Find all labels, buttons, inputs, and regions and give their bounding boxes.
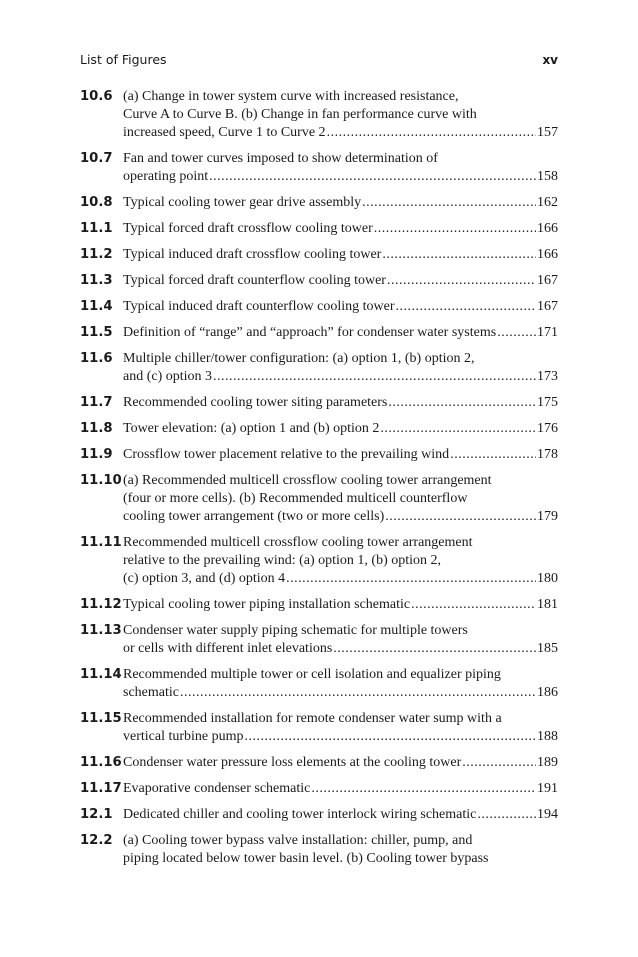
figure-caption	[123, 394, 558, 412]
caption-line: Condenser water supply piping schematic for multiple towers	[123, 623, 468, 638]
caption-last-line	[123, 298, 558, 316]
caption-last-line	[123, 684, 558, 702]
caption-last-line	[123, 420, 558, 438]
figure-number: 11.1	[80, 221, 113, 236]
dot-leader	[477, 806, 536, 824]
figure-caption	[123, 324, 558, 342]
caption-line: Tower elevation: (a) option 1 and (b) option 2	[123, 421, 380, 436]
figure-entry	[80, 666, 558, 702]
caption-last-line	[123, 194, 558, 212]
caption-line: Definition of “range” and “approach” for condenser water systems	[123, 325, 497, 340]
figure-entry	[80, 220, 558, 238]
figure-caption	[123, 220, 558, 238]
figure-page-number: 191	[537, 781, 558, 796]
figure-entry	[80, 272, 558, 290]
caption-line: schematic	[123, 685, 179, 700]
figure-number: 11.4	[80, 299, 113, 314]
caption-last-line	[123, 640, 558, 658]
dot-leader	[245, 728, 536, 746]
figure-number: 12.1	[80, 807, 113, 822]
dot-leader	[286, 570, 536, 588]
figure-number: 11.3	[80, 273, 113, 288]
caption-line: (a) Change in tower system curve with increased resistance,	[123, 89, 459, 104]
figure-entry	[80, 710, 558, 746]
figure-number: 11.16	[80, 755, 122, 770]
figure-caption	[123, 806, 558, 824]
caption-line: (a) Cooling tower bypass valve installation: chiller, pump, and	[123, 833, 473, 848]
figure-caption	[123, 622, 558, 658]
caption-last-line	[123, 324, 558, 342]
figure-entry	[80, 472, 558, 526]
caption-line: (a) Recommended multicell crossflow cooling tower arrangement	[123, 473, 492, 488]
caption-line: (four or more cells). (b) Recommended multicell counterflow	[123, 491, 468, 506]
figure-number: 10.7	[80, 151, 113, 166]
dot-leader	[213, 368, 536, 386]
caption-line: piping located below tower basin level. (b) Cooling tower bypass	[123, 851, 489, 866]
figure-caption	[123, 472, 558, 526]
dot-leader	[387, 272, 536, 290]
figure-entry	[80, 754, 558, 772]
figure-caption	[123, 596, 558, 614]
figure-entry	[80, 150, 558, 186]
figure-page-number: 186	[537, 685, 558, 700]
figure-entry	[80, 194, 558, 212]
figure-number: 11.15	[80, 711, 122, 726]
figure-entry	[80, 622, 558, 658]
caption-last-line	[123, 728, 558, 746]
caption-line: Multiple chiller/tower configuration: (a) option 1, (b) option 2,	[123, 351, 475, 366]
figure-page-number: 185	[537, 641, 558, 656]
figure-page-number: 176	[537, 421, 558, 436]
caption-last-line	[123, 780, 558, 798]
figure-number: 10.8	[80, 195, 113, 210]
dot-leader	[327, 124, 536, 142]
caption-last-line	[123, 168, 558, 186]
caption-last-line	[123, 394, 558, 412]
caption-line: vertical turbine pump	[123, 729, 244, 744]
figure-page-number: 167	[537, 299, 558, 314]
caption-line: Curve A to Curve B. (b) Change in fan performance curve with	[123, 107, 477, 122]
dot-leader	[388, 394, 536, 412]
dot-leader	[462, 754, 536, 772]
figure-entry	[80, 832, 558, 868]
dot-leader	[497, 324, 536, 342]
caption-line: Typical cooling tower piping installation schematic	[123, 597, 411, 612]
figure-page-number: 178	[537, 447, 558, 462]
figure-entry	[80, 394, 558, 412]
caption-last-line	[123, 508, 558, 526]
figure-caption	[123, 666, 558, 702]
figure-caption	[123, 150, 558, 186]
figure-entry	[80, 88, 558, 142]
figure-number: 11.9	[80, 447, 113, 462]
caption-line: Dedicated chiller and cooling tower interlock wiring schematic	[123, 807, 477, 822]
figure-page-number: 180	[537, 571, 558, 586]
figure-caption	[123, 754, 558, 772]
caption-last-line	[123, 570, 558, 588]
caption-line: increased speed, Curve 1 to Curve 2	[123, 125, 326, 140]
figure-entry	[80, 446, 558, 464]
figure-page-number: 181	[537, 597, 558, 612]
caption-line: Fan and tower curves imposed to show determination of	[123, 151, 438, 166]
figure-entry	[80, 324, 558, 342]
figure-entry	[80, 596, 558, 614]
dot-leader	[450, 446, 536, 464]
figure-caption	[123, 194, 558, 212]
caption-line: and (c) option 3	[123, 369, 213, 384]
caption-line: Recommended multiple tower or cell isolation and equalizer piping	[123, 667, 501, 682]
dot-leader	[180, 684, 536, 702]
dot-leader	[385, 508, 536, 526]
figure-number: 11.11	[80, 535, 122, 550]
page-number: xv	[542, 53, 558, 67]
caption-last-line	[123, 596, 558, 614]
caption-line: Typical induced draft counterflow cooling tower	[123, 299, 395, 314]
figure-number: 11.5	[80, 325, 113, 340]
figure-number: 11.14	[80, 667, 122, 682]
figure-entry	[80, 246, 558, 264]
figure-page-number: 173	[537, 369, 558, 384]
caption-line: operating point	[123, 169, 209, 184]
caption-line: Typical induced draft crossflow cooling tower	[123, 247, 382, 262]
figure-caption	[123, 350, 558, 386]
figure-number: 11.13	[80, 623, 122, 638]
dot-leader	[333, 640, 536, 658]
caption-last-line	[123, 246, 558, 264]
dot-leader	[374, 220, 536, 238]
caption-last-line	[123, 272, 558, 290]
dot-leader	[382, 246, 536, 264]
caption-line: Evaporative condenser schematic	[123, 781, 311, 796]
figure-number: 11.17	[80, 781, 122, 796]
caption-line: Recommended multicell crossflow cooling tower arrangement	[123, 535, 473, 550]
figure-entry	[80, 534, 558, 588]
running-head	[80, 52, 558, 67]
figure-entry	[80, 806, 558, 824]
figure-page-number: 162	[537, 195, 558, 210]
caption-line: or cells with different inlet elevations	[123, 641, 333, 656]
figure-page-number: 166	[537, 247, 558, 262]
dot-leader	[380, 420, 536, 438]
figure-number: 11.6	[80, 351, 113, 366]
figure-number: 11.7	[80, 395, 113, 410]
figure-caption	[123, 710, 558, 746]
figure-entry	[80, 420, 558, 438]
figure-page-number: 171	[537, 325, 558, 340]
figure-number: 11.10	[80, 473, 122, 488]
caption-line: Typical forced draft counterflow cooling tower	[123, 273, 386, 288]
caption-last-line	[123, 368, 558, 386]
figure-caption	[123, 420, 558, 438]
caption-last-line	[123, 806, 558, 824]
figure-list	[80, 88, 558, 876]
caption-line: Recommended cooling tower siting parameters	[123, 395, 388, 410]
caption-line: (c) option 3, and (d) option 4	[123, 571, 286, 586]
figure-caption	[123, 246, 558, 264]
figure-page-number: 194	[537, 807, 558, 822]
dot-leader	[411, 596, 536, 614]
figure-number: 10.6	[80, 89, 113, 104]
figure-page-number: 157	[537, 125, 558, 140]
figure-number: 12.2	[80, 833, 113, 848]
figure-caption	[123, 298, 558, 316]
figure-entry	[80, 350, 558, 386]
figure-page-number: 167	[537, 273, 558, 288]
running-head-title: List of Figures	[80, 52, 167, 67]
caption-line: relative to the prevailing wind: (a) option 1, (b) option 2,	[123, 553, 442, 568]
dot-leader	[311, 780, 536, 798]
caption-last-line	[123, 124, 558, 142]
figure-number: 11.12	[80, 597, 122, 612]
figure-page-number: 189	[537, 755, 558, 770]
figure-page-number: 188	[537, 729, 558, 744]
figure-caption	[123, 832, 558, 868]
figure-caption	[123, 446, 558, 464]
figure-number: 11.2	[80, 247, 113, 262]
figure-entry	[80, 780, 558, 798]
caption-line: Typical forced draft crossflow cooling tower	[123, 221, 373, 236]
caption-line: Condenser water pressure loss elements at the cooling tower	[123, 755, 462, 770]
figure-entry	[80, 298, 558, 316]
figure-page-number: 166	[537, 221, 558, 236]
figure-caption	[123, 88, 558, 142]
figure-number: 11.8	[80, 421, 113, 436]
dot-leader	[362, 194, 536, 212]
figure-page-number: 179	[537, 509, 558, 524]
figure-caption	[123, 780, 558, 798]
figure-page-number: 175	[537, 395, 558, 410]
dot-leader	[209, 168, 536, 186]
caption-last-line	[123, 754, 558, 772]
caption-line: Crossflow tower placement relative to the prevailing wind	[123, 447, 450, 462]
caption-last-line	[123, 220, 558, 238]
caption-line: Recommended installation for remote condenser water sump with a	[123, 711, 502, 726]
caption-line: cooling tower arrangement (two or more cells)	[123, 509, 385, 524]
caption-line: Typical cooling tower gear drive assembly	[123, 195, 362, 210]
figure-caption	[123, 534, 558, 588]
dot-leader	[396, 298, 536, 316]
figure-caption	[123, 272, 558, 290]
figure-page-number: 158	[537, 169, 558, 184]
caption-last-line	[123, 446, 558, 464]
